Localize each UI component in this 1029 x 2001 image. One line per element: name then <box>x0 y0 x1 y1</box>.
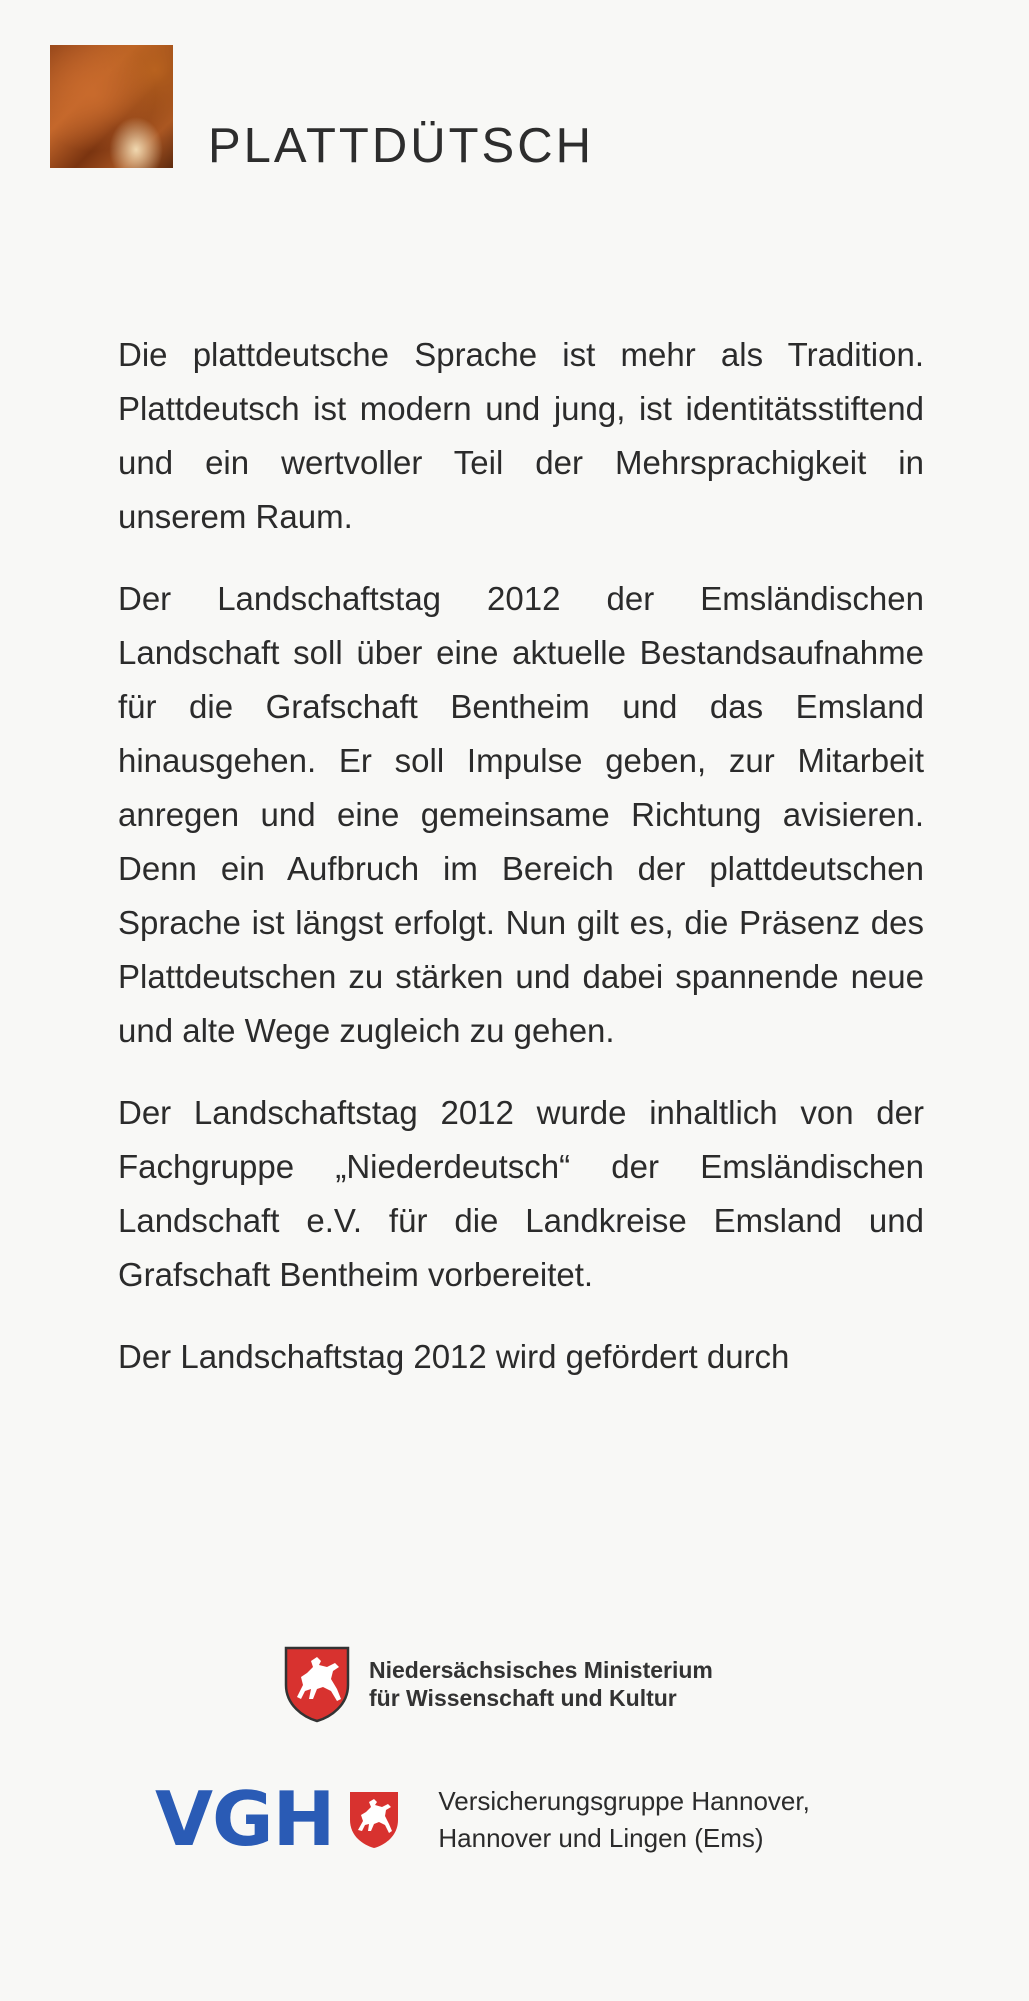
ministry-name-line1: Niedersächsisches Ministerium <box>369 1657 713 1683</box>
vgh-description-line2: Hannover und Lingen (Ems) <box>438 1822 764 1853</box>
paragraph-intro: Die plattdeutsche Sprache ist mehr als Tradition. Plattdeutsch ist modern und jung, ist identitätsstiftend und ein wertvoller Teil der Mehrsprachigkeit in unserem Raum. <box>118 336 924 535</box>
paragraph-fachgruppe: Der Landschaftstag 2012 wurde inhaltlich von der Fachgruppe „Niederdeutsch“ der Emsländischen Landschaft e.V. für die Landkreise Emsland und Grafschaft Bentheim vorbereitet. <box>118 1094 924 1293</box>
ministry-name-line2: für Wissenschaft und Kultur <box>369 1685 677 1711</box>
ministry-name <box>369 1656 713 1712</box>
lower-saxony-horse-shield-icon <box>283 1645 351 1723</box>
header-photo <box>50 45 173 168</box>
vgh-horse-shield-icon <box>348 1790 400 1850</box>
vgh-description <box>438 1783 809 1857</box>
vgh-logo: VGH <box>155 1775 335 1863</box>
paragraph-landschaftstag: Der Landschaftstag 2012 der Emsländischen Landschaft soll über eine aktuelle Bestandsaufnahme für die Grafschaft Bentheim und das Emsland hinausgehen. Er soll Impulse geben, zur Mitarbeit anregen und eine gemeinsame Richtung avisieren. Denn ein Aufbruch im Bereich der plattdeutschen Sprache ist längst erfolgt. Nun gilt es, die Präsenz des Plattdeutschen zu stärken und dabei spannende neue und alte Wege zugleich zu gehen. <box>118 580 924 1049</box>
body-text <box>118 328 924 1412</box>
paragraph-sponsored-by: Der Landschaftstag 2012 wird gefördert durch <box>118 1338 790 1375</box>
ministry-sponsor <box>283 1645 713 1723</box>
vgh-sponsor <box>155 1775 810 1863</box>
vgh-description-line1: Versicherungsgruppe Hannover, <box>438 1785 810 1816</box>
page-title: PLATTDÜTSCH <box>208 119 595 173</box>
